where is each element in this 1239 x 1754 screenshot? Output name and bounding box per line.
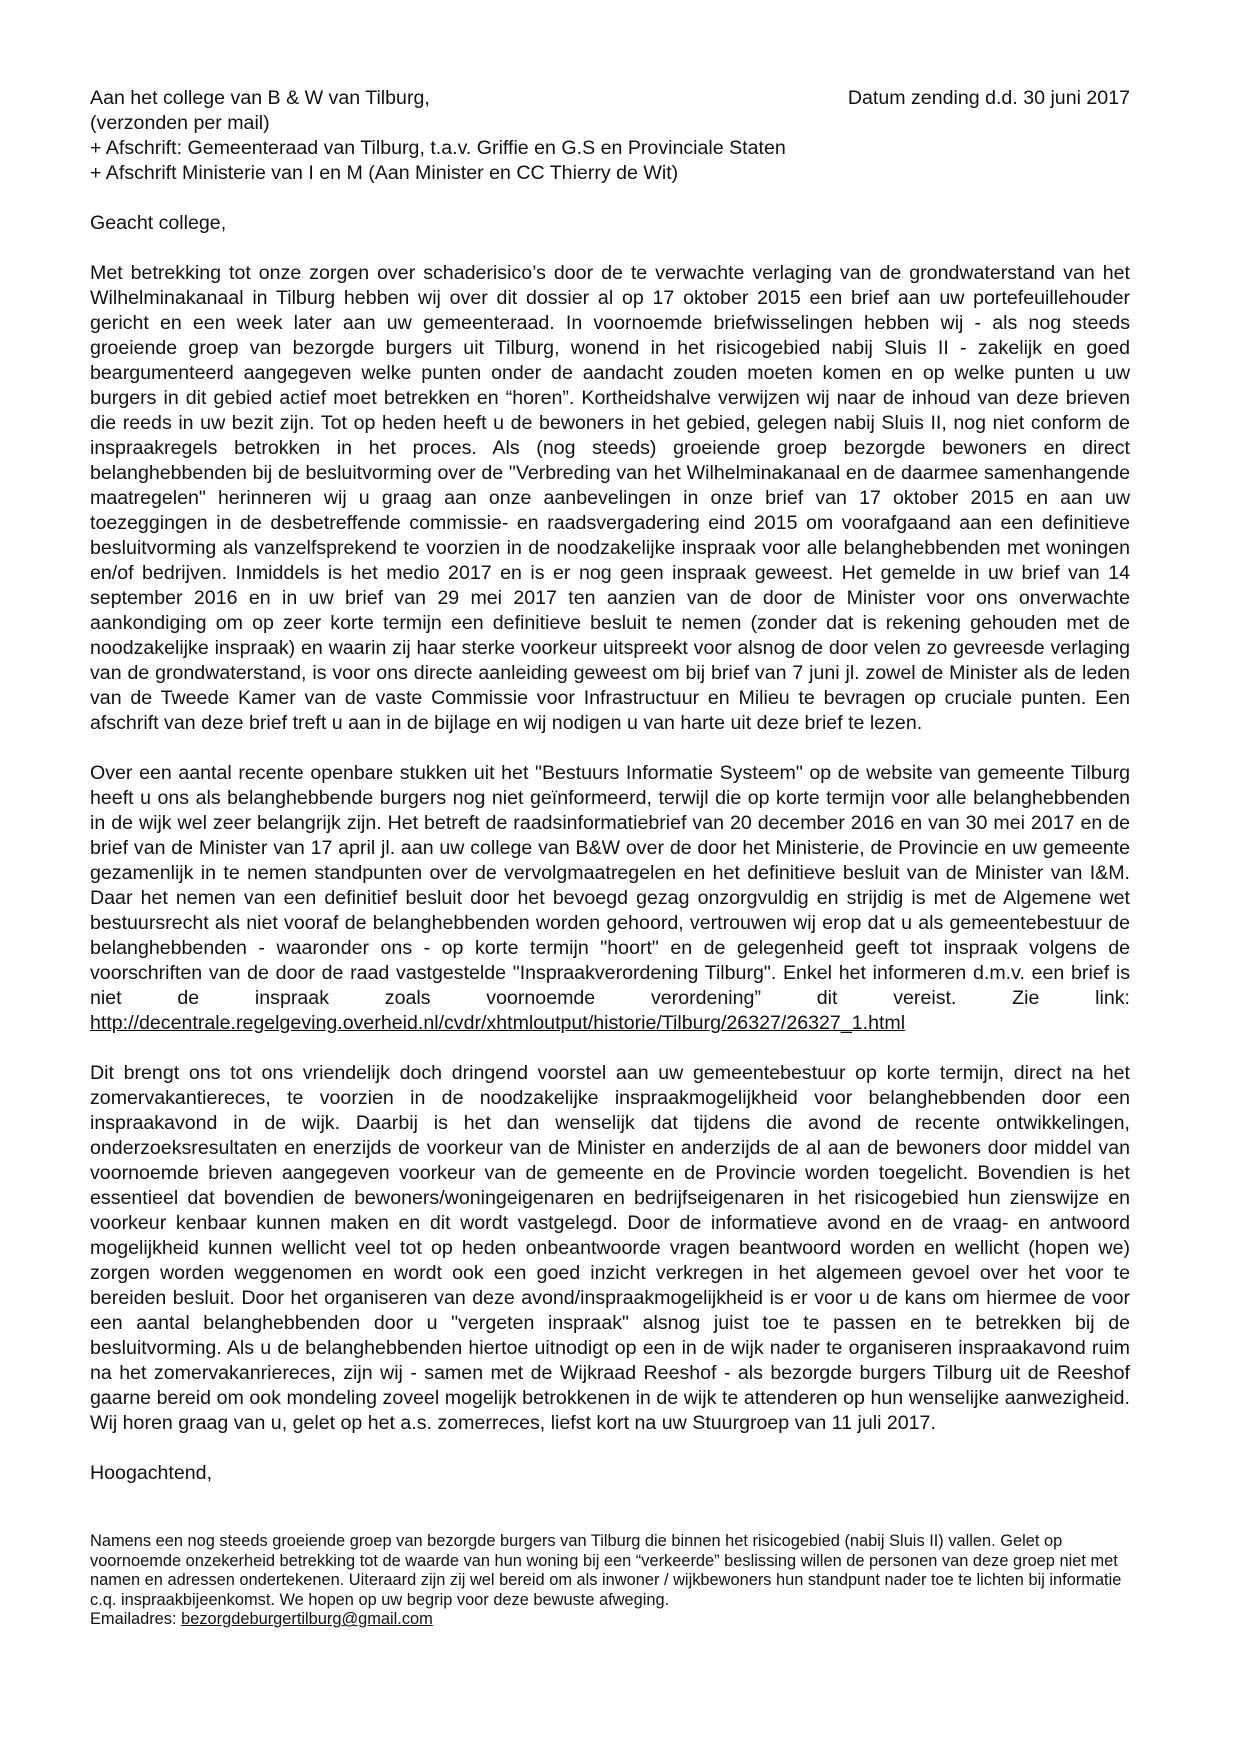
paragraph-1: Met betrekking tot onze zorgen over schaderisico’s door de te verwachte verlaging van de grondwaterstand van het Wilhelminakanaal in Tilburg hebben wij over dit dossier al op 17 oktober 2015 een brief aan uw portefeuillehouder gericht en een week later aan uw gemeenteraad. In voornoemde briefwisselingen hebben wij - als nog steeds groeiende groep van bezorgde burgers uit Tilburg, wonend in het risicogebied nabij Sluis II - zakelijk en goed beargumenteerd aangegeven welke punten onder de aandacht zouden moeten komen en op welke punten u uw burgers in dit gebied actief moet betrekken en “horen”. Kortheidshalve verwijzen wij naar de inhoud van deze brieven die reeds in uw bezit zijn. Tot op heden heeft u de bewoners in het gebied, gelegen nabij Sluis II, nog niet conform de inspraakregels betrokken in het proces. Als (nog steeds) groeiende groep bezorgde bewoners en direct belanghebbenden bij de besluitvorming over de "Verbreding van het Wilhelminakanaal en de daarmee samenhangende maatregelen" herinneren wij u graag aan onze aanbevelingen in onze brief van 17 oktober 2015 en aan uw toezeggingen in de desbetreffende commissie- en raadsvergadering eind 2015 om voorafgaand aan een definitieve besluitvorming als vanzelfsprekend te voorzien in de noodzakelijke inspraak voor alle belanghebbenden met woningen en/of bedrijven. Inmiddels is het medio 2017 en is er nog geen inspraak geweest. Het gemelde in uw brief van 14 september 2016 en in uw brief van 29 mei 2017 ten aanzien van de door de Minister voor ons onverwachte aankondiging om op zeer korte termijn een definitieve besluit te nemen (zonder dat is rekening gehouden met de noodzakelijke inspraak) en waarin zij haar sterke voorkeur uitspreekt voor alsnog de door velen zo gevreesde verlaging van de grondwaterstand, is voor ons directe aanleiding geweest om bij brief van 7 juni jl. zowel de Minister als de leden van de Tweede Kamer van de vaste Commissie voor Infrastructuur en Milieu te bevragen op cruciale punten. Een afschrift van deze brief treft u aan in de bijlage en wij nodigen u van harte uit deze brief te lezen. (90, 262, 1130, 734)
email-line (90, 1610, 1130, 1630)
salutation: Geacht college, (90, 212, 227, 234)
paragraph-2-text: Over een aantal recente openbare stukken uit het "Bestuurs Informatie Systeem" op de website van gemeente Tilburg heeft u ons als belanghebbende burgers nog niet geïnformeerd, terwijl die op korte termijn voor alle belanghebbenden in de wijk wel zeer belangrijk zijn. Het betreft de raadsinformatiebrief van 20 december 2016 en van 30 mei 2017 en de brief van de Minister van 17 april jl. aan uw college van B&W over de door het Ministerie, de Provincie en uw gemeente gezamenlijk in te nemen standpunten over de vervolgmaatregelen en het definitieve besluit van de Minister van I&M. Daar het nemen van een definitief besluit door het bevoegd gezag onzorgvuldig en strijdig is met de Algemene wet bestuursrecht als niet vooraf de belanghebbenden worden gehoord, vertrouwen wij erop dat u als gemeentebestuur de belanghebbenden - waaronder ons - op korte termijn "hoort" en de gelegenheid geeft tot inspraak volgens de voorschriften van de door de raad vastgestelde "Inspraakverordening Tilburg". Enkel het informeren d.m.v. een brief is niet de inspraak zoals voornoemde verordening” dit vereist. Zie link: (90, 762, 1130, 1009)
footnote-text: Namens een nog steeds groeiende groep van bezorgde burgers van Tilburg die binnen het risicogebied (nabij Sluis II) vallen. Gelet op voornoemde onzekerheid betrekking tot de waarde van hun woning bij een “verkeerde” beslissing willen de personen van deze groep niet met namen en adressen ondertekenen. Uiteraard zijn zij wel bereid om als inwoner / wijkbewoners hun standpunt nader toe te lichten bij informatie c.q. inspraakbijeenkomst. We hopen op uw begrip voor deze bewuste afweging. (90, 1532, 1122, 1609)
email-label: Emailadres: (90, 1610, 177, 1629)
email-link[interactable]: bezorgdeburgertilburg@gmail.com (181, 1610, 433, 1629)
letter (90, 86, 1130, 1630)
send-date: Datum zending d.d. 30 juni 2017 (847, 87, 1130, 109)
copy-line-ministry: + Afschrift Ministerie van I en M (Aan Minister en CC Thierry de Wit) (90, 162, 679, 184)
header-first-row (90, 86, 1130, 111)
paragraph-3: Dit brengt ons tot ons vriendelijk doch dringend voorstel aan uw gemeentebestuur op korte termijn, direct na het zomervakantiereces, te voorzien in de noodzakelijke inspraakmogelijkheid voor belanghebbenden door een inspraakavond in de wijk. Daarbij is het dan wenselijk dat tijdens die avond de recente ontwikkelingen, onderzoeksresultaten en enerzijds de voorkeur van de Minister en anderzijds de al aan de bewoners door middel van voornoemde brieven aangegeven voorkeur van de gemeente en de Provincie worden toegelicht. Bovendien is het essentieel dat bovendien de bewoners/woningeigenaren en bedrijfseigenaren in het risicogebied hun zienswijze en voorkeur kenbaar kunnen maken en dit wordt vastgelegd. Door de informatieve avond en de vraag- en antwoord mogelijkheid kunnen wellicht veel tot op heden onbeantwoorde vragen beantwoord worden en wellicht (hopen we) zorgen worden weggenomen en wordt ook een goed inzicht verkregen in het algemeen gevoel over het voor te bereiden besluit. Door het organiseren van deze avond/inspraakmogelijkheid is er voor u de kans om hiermee de voor een aantal belanghebbenden door u "vergeten inspraak" alsnog juist toe te passen en te betrekken bij de besluitvorming. Als u de belanghebbenden hiertoe uitnodigt op een in de wijk nader te organiseren inspraakavond ruim na het zomervakanriereces, zijn wij - samen met de Wijkraad Reeshof - als bezorgde burgers Tilburg uit de Reeshof gaarne bereid om ook mondeling zoveel mogelijk betrokkenen in de wijk te attenderen op hun wenselijke aanwezigheid. Wij horen graag van u, gelet op het a.s. zomerreces, liefst kort na uw Stuurgroep van 11 juli 2017. (90, 1062, 1130, 1434)
sent-by-note: (verzonden per mail) (90, 112, 270, 134)
regulation-link[interactable]: http://decentrale.regelgeving.overheid.nl/cvdr/xhtmloutput/historie/Tilburg/26327/26327_1.html (90, 1012, 906, 1034)
closing: Hoogachtend, (90, 1462, 213, 1484)
addressee: Aan het college van B & W van Tilburg, (90, 87, 430, 109)
signature-footnote (90, 1532, 1130, 1630)
paragraph-2 (90, 761, 1130, 1036)
letter-header (90, 86, 1130, 186)
copy-line-council: + Afschrift: Gemeenteraad van Tilburg, t.a.v. Griffie en G.S en Provinciale Staten (90, 137, 786, 159)
